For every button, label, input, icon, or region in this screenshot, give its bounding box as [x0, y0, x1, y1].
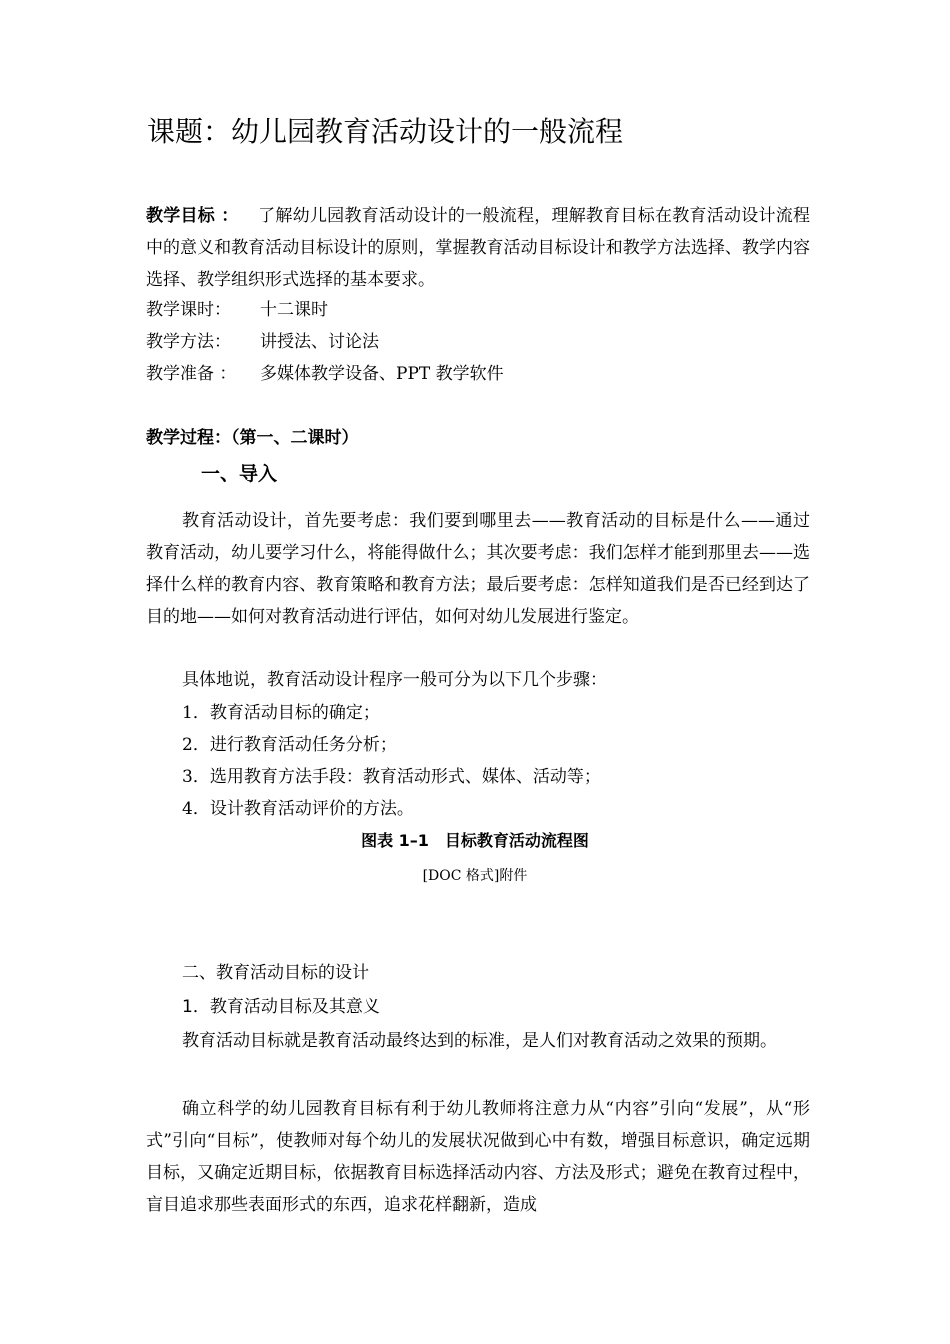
- section2-paragraph-2: 确立科学的幼儿园教育目标有利于幼儿教师将注意力从“内容”引向“发展”，从“形式”引向“目标”，使教师对每个幼儿的发展状况做到心中有数，增强目标意识，确定远期目标，又确定近期目标，依据教育目标选择活动内容、方法及形式；避免在教育过程中，盲目追求那些表面形式的东西，追求花样翻新，造成: [146, 1099, 810, 1215]
- hours-value: 十二课时: [260, 300, 328, 320]
- methods-label: 教学方法：: [146, 332, 231, 352]
- step-item-4: 4．设计教育活动评价的方法。: [182, 799, 414, 819]
- section1-heading: 一、导入: [201, 463, 278, 485]
- attachment-link[interactable]: [DOC 格式]附件: [422, 868, 528, 884]
- page-title: 课题：幼儿园教育活动设计的一般流程: [147, 115, 624, 148]
- hours-row: [146, 294, 328, 326]
- prep-label: 教学准备 ：: [146, 364, 237, 384]
- prep-row: [146, 358, 504, 390]
- prep-value: 多媒体教学设备、PPT 教学软件: [260, 364, 504, 384]
- objectives-text: 了解幼儿园教育活动设计的一般流程，理解教育目标在教育活动设计流程中的意义和教育活动目标设计的原则，掌握教育活动目标设计和教学方法选择、教学内容选择、教学组织形式选择的基本要求。: [146, 206, 811, 290]
- step-item-1: 1．教育活动目标的确定；: [182, 703, 380, 723]
- section1-paragraph-1: 教育活动设计，首先要考虑：我们要到哪里去——教育活动的目标是什么——通过教育活动，幼儿要学习什么，将能得做什么；其次要考虑：我们怎样才能到那里去——选择什么样的教育内容、教育策略和教育方法；最后要考虑：怎样知道我们是否已经到达了目的地——如何对教育活动进行评估，如何对幼儿发展进行鉴定。: [146, 511, 810, 627]
- methods-value: 讲授法、讨论法: [260, 332, 379, 352]
- objectives-paragraph: [146, 200, 810, 296]
- objectives-label: 教学目标 ：: [146, 206, 239, 226]
- section2-subheading: 1．教育活动目标及其意义: [182, 997, 380, 1017]
- step-item-3: 3．选用教育方法手段：教育活动形式、媒体、活动等；: [182, 767, 601, 787]
- section1-paragraph-2: 具体地说，教育活动设计程序一般可分为以下几个步骤：: [182, 670, 607, 690]
- process-heading: 教学过程：（第一、二课时）: [146, 428, 359, 448]
- section2-paragraph-1: 教育活动目标就是教育活动最终达到的标准，是人们对教育活动之效果的预期。: [182, 1031, 777, 1051]
- hours-label: 教学课时：: [146, 300, 231, 320]
- section2-heading: 二、教育活动目标的设计: [182, 963, 369, 983]
- methods-row: [146, 326, 379, 358]
- step-item-2: 2．进行教育活动任务分析；: [182, 735, 397, 755]
- figure-caption: 图表 1–1 目标教育活动流程图: [361, 831, 589, 850]
